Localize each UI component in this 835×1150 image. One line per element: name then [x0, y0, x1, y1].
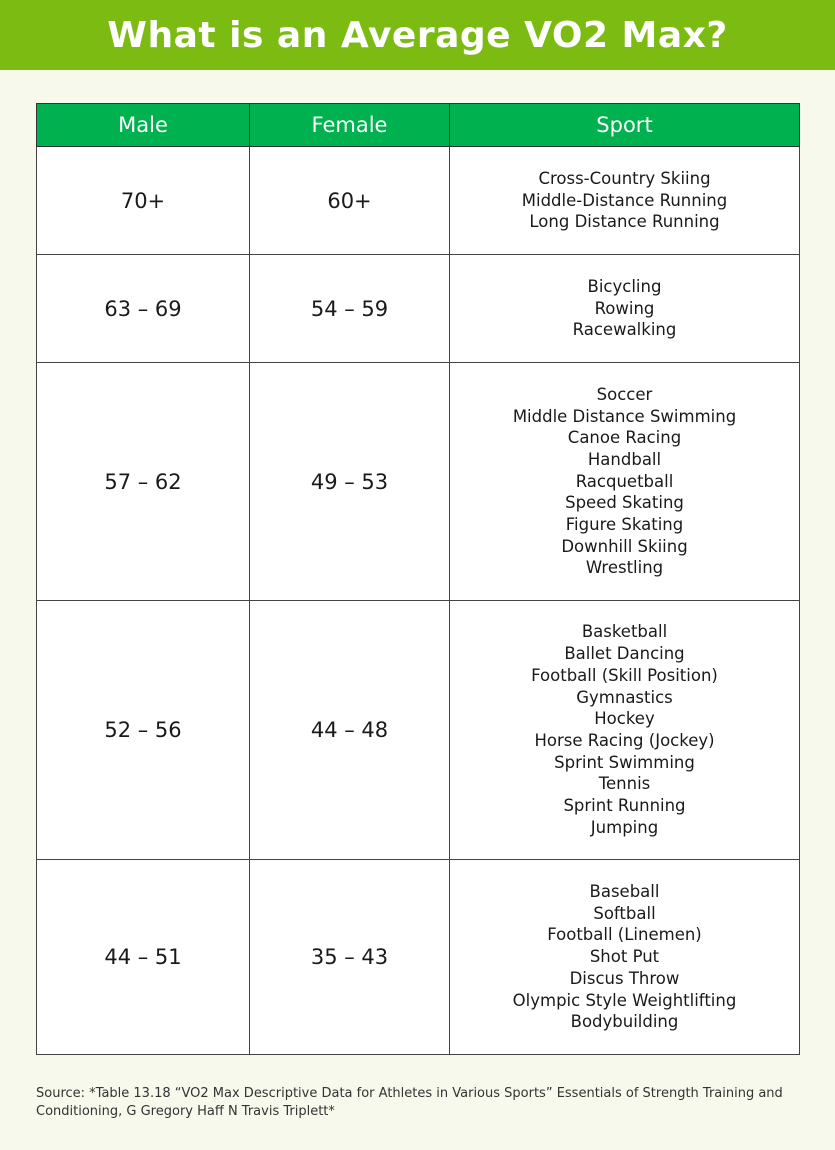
- sport-item: Baseball: [589, 882, 660, 902]
- sport-item: Horse Racing (Jockey): [534, 731, 715, 750]
- sport-list: [450, 147, 800, 255]
- sport-item: Jumping: [590, 817, 659, 837]
- sport-item: Long Distance Running: [529, 212, 720, 232]
- sport-list: [450, 255, 800, 363]
- sport-item: Cross-Country Skiing: [538, 168, 711, 188]
- page-title: What is an Average VO2 Max?: [107, 14, 728, 56]
- sport-item: Rowing: [594, 298, 655, 318]
- header-male: Male: [37, 104, 250, 147]
- female-value: 49 – 53: [250, 363, 450, 601]
- male-value: 52 – 56: [37, 601, 250, 860]
- male-value: 63 – 69: [37, 255, 250, 363]
- sport-item: Olympic Style Weightlifting: [512, 990, 737, 1010]
- sport-item: Handball: [587, 449, 662, 469]
- vo2-table-container: [36, 103, 799, 1055]
- sport-item: Shot Put: [589, 947, 660, 967]
- sport-item: Middle Distance Swimming: [512, 406, 737, 426]
- sport-list: [450, 860, 800, 1055]
- male-value: 44 – 51: [37, 860, 250, 1055]
- male-value: 70+: [37, 147, 250, 255]
- sport-item: Softball: [593, 903, 656, 923]
- sport-item: Bodybuilding: [570, 1012, 679, 1032]
- sport-item: Sprint Running: [563, 796, 686, 816]
- male-value: 57 – 62: [37, 363, 250, 601]
- sport-item: Discus Throw: [569, 968, 680, 988]
- title-banner: [0, 0, 835, 70]
- female-value: 60+: [250, 147, 450, 255]
- sport-item: Bicycling: [587, 276, 662, 296]
- table-row: [37, 601, 800, 860]
- sport-item: Basketball: [581, 622, 668, 642]
- sport-item: Wrestling: [585, 558, 664, 578]
- sport-item: Hockey: [594, 709, 655, 729]
- sport-item: Racquetball: [575, 471, 674, 491]
- vo2-max-table: [36, 103, 800, 1055]
- sport-list: [450, 363, 800, 601]
- sport-list: [450, 601, 800, 860]
- sport-item: Middle-Distance Running: [521, 190, 728, 210]
- sport-item: Sprint Swimming: [554, 752, 695, 772]
- source-citation: Source: *Table 13.18 “VO2 Max Descriptive Data for Athletes in Various Sports” Essentials of Strength Training and Conditioning, G Gregory Haff N Travis Triplett*: [36, 1086, 783, 1119]
- sport-item: Racewalking: [572, 320, 677, 340]
- table-row: [37, 147, 800, 255]
- sport-item: Speed Skating: [565, 493, 684, 513]
- female-value: 54 – 59: [250, 255, 450, 363]
- sport-item: Tennis: [598, 774, 651, 794]
- female-value: 35 – 43: [250, 860, 450, 1055]
- table-row: [37, 255, 800, 363]
- header-sport: Sport: [450, 104, 800, 147]
- sport-item: Canoe Racing: [567, 428, 682, 448]
- table-row: [37, 860, 800, 1055]
- table-header-row: [37, 104, 800, 147]
- female-value: 44 – 48: [250, 601, 450, 860]
- sport-item: Downhill Skiing: [561, 536, 688, 556]
- header-female: Female: [250, 104, 450, 147]
- sport-item: Football (Skill Position): [531, 665, 718, 685]
- sport-item: Gymnastics: [576, 687, 673, 707]
- sport-item: Soccer: [596, 384, 653, 404]
- table-row: [37, 363, 800, 601]
- sport-item: Figure Skating: [565, 515, 684, 535]
- sport-item: Ballet Dancing: [564, 644, 685, 664]
- sport-item: Football (Linemen): [547, 925, 702, 945]
